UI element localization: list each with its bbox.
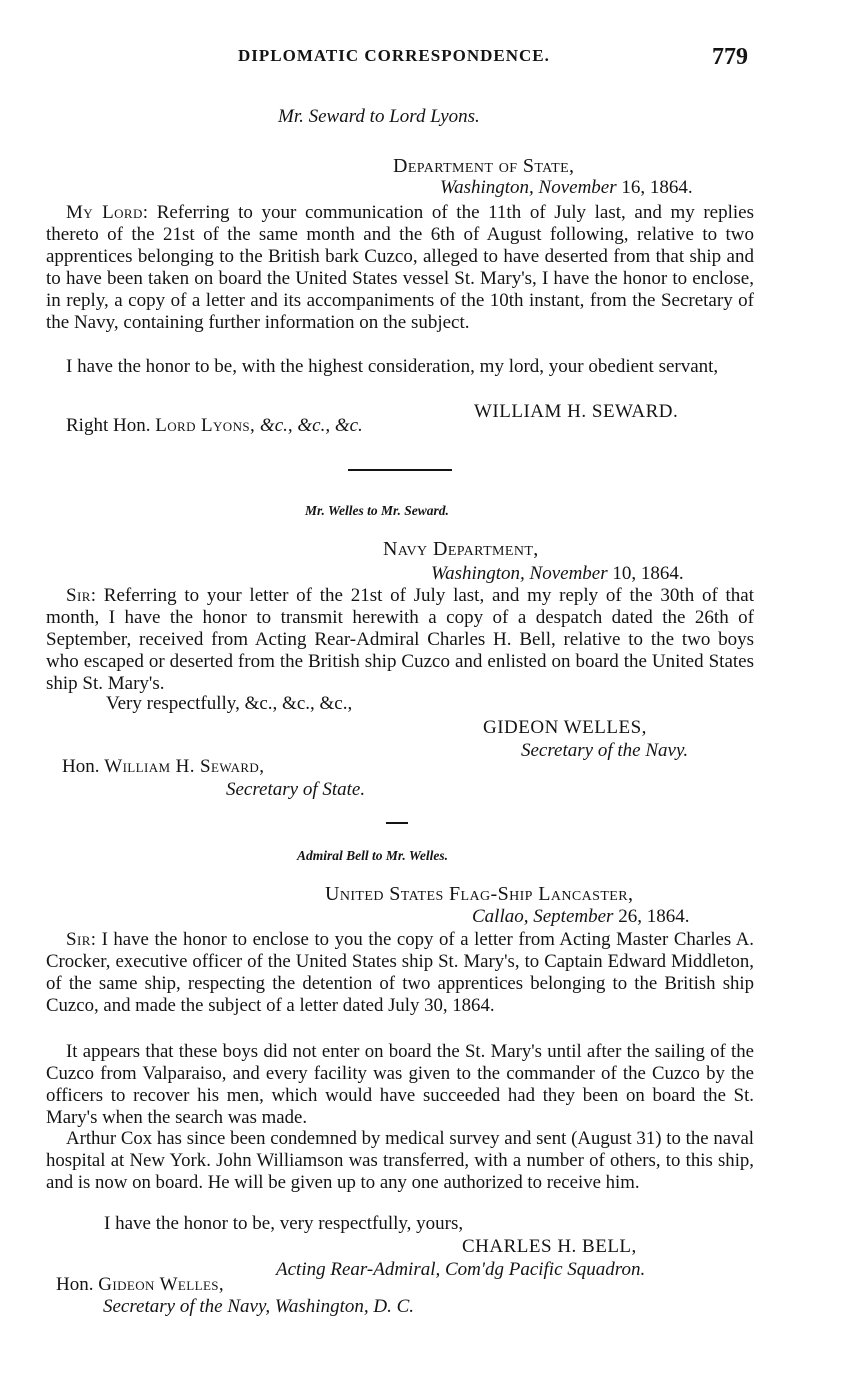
letter3-department: United States Flag-Ship Lancaster,	[325, 883, 634, 905]
letter1-body-text: : Referring to your communication of the 11th of July last, and my replies thereto of the 21st of the same month and the 6th of August following, relative to two apprentices belonging to the British bark Cuzco, alleged to have deserted from that ship and to have been taken on board the United States vessel St. Mary's, I have the honor to enclose, in reply, a copy of a letter and its accompaniments of the 10th instant, from the Secretary of the Navy, containing further information on the subject.	[46, 202, 755, 333]
letter1-dateline	[440, 177, 693, 199]
letter3-addressee-title: Secretary of the Navy, Washington, D. C.	[103, 1296, 415, 1317]
letter3-paragraph-1	[46, 929, 754, 1017]
letter-heading-welles-to-seward: Mr. Welles to Mr. Seward.	[305, 503, 449, 518]
letter3-paragraph-2: It appears that these boys did not enter on board the St. Mary's until after the sailing of the Cuzco from Valparaiso, and every facility was given to the commander of the Cuzco by the officers to recover his men, which would have succeeded had they been on board the St. Mary's when the search was made.	[46, 1041, 754, 1128]
letter2-signature: GIDEON WELLES,	[483, 717, 647, 738]
letter1-closing: I have the honor to be, with the highest consideration, my lord, your obedient servant,	[66, 356, 719, 377]
letter2-body	[46, 585, 754, 695]
letter3-closing: I have the honor to be, very respectfully, yours,	[104, 1213, 464, 1234]
letter-heading-seward-to-lyons: Mr. Seward to Lord Lyons.	[278, 106, 480, 127]
running-header-title: DIPLOMATIC CORRESPONDENCE.	[238, 46, 550, 65]
letter2-place: Washington, November	[431, 563, 608, 584]
letter3-salutation: Sir	[66, 929, 91, 950]
addressee-name: Lord Lyons,	[155, 415, 256, 436]
addressee-name: William H. Seward,	[104, 756, 265, 777]
letter2-signature-title: Secretary of the Navy.	[521, 740, 689, 761]
letter3-para1-text: : I have the honor to enclose to you the copy of a letter from Acting Master Charles A. Crocker, executive officer of the United States ship St. Mary's, to Captain Edward Middleton, of the same ship, respecting the detention of two apprentices belonging to the British ship Cuzco, and made the subject of a letter dated July 30, 1864.	[46, 929, 754, 1016]
addressee-suffix: &c., &c., &c.	[255, 415, 363, 436]
letter1-addressee	[66, 415, 363, 437]
letter1-department: Department of State,	[393, 155, 575, 177]
addressee-prefix: Hon.	[62, 756, 105, 777]
letter1-signature: WILLIAM H. SEWARD.	[474, 401, 679, 422]
letter3-addressee	[56, 1274, 224, 1296]
letter3-date: 26, 1864.	[613, 906, 690, 927]
letter2-dateline	[431, 563, 684, 585]
letter2-body-text: : Referring to your letter of the 21st of July last, and my reply of the 30th of that month, I have the honor to transmit herewith a copy of a despatch dated the 26th of September, received from Acting Rear-Admiral Charles H. Bell, relative to the two boys who escaped or deserted from the British ship Cuzco and enlisted on board the United States ship St. Mary's.	[46, 585, 754, 694]
letter2-closing: Very respectfully, &c., &c., &c.,	[106, 693, 353, 714]
letter-heading-bell-to-welles: Admiral Bell to Mr. Welles.	[297, 848, 449, 863]
letter2-addressee	[62, 756, 264, 778]
letter2-department: Navy Department,	[383, 538, 539, 560]
letter2-date: 10, 1864.	[607, 563, 684, 584]
letter1-place: Washington, November	[440, 177, 617, 198]
letter3-place: Callao, September	[472, 906, 614, 927]
letter2-salutation: Sir	[66, 585, 91, 606]
letter3-dateline	[472, 906, 689, 928]
section-divider-short	[386, 822, 408, 824]
letter2-addressee-title: Secretary of State.	[226, 779, 366, 800]
addressee-prefix: Hon.	[56, 1274, 99, 1295]
addressee-prefix: Right Hon.	[66, 415, 156, 436]
addressee-name: Gideon Welles,	[98, 1274, 225, 1295]
page-number: 779	[712, 44, 748, 70]
letter1-salutation: My Lord	[66, 202, 143, 223]
letter3-signature-title: Acting Rear-Admiral, Com'dg Pacific Squadron.	[276, 1259, 646, 1280]
letter3-signature: CHARLES H. BELL,	[462, 1236, 637, 1257]
section-divider	[348, 469, 452, 471]
letter1-body	[46, 202, 754, 333]
letter3-paragraph-3: Arthur Cox has since been condemned by medical survey and sent (August 31) to the naval hospital at New York. John Williamson was transferred, with a number of others, to this ship, and is now on board. He will be given up to any one authorized to receive him.	[46, 1128, 754, 1193]
letter1-date: 16, 1864.	[616, 177, 693, 198]
